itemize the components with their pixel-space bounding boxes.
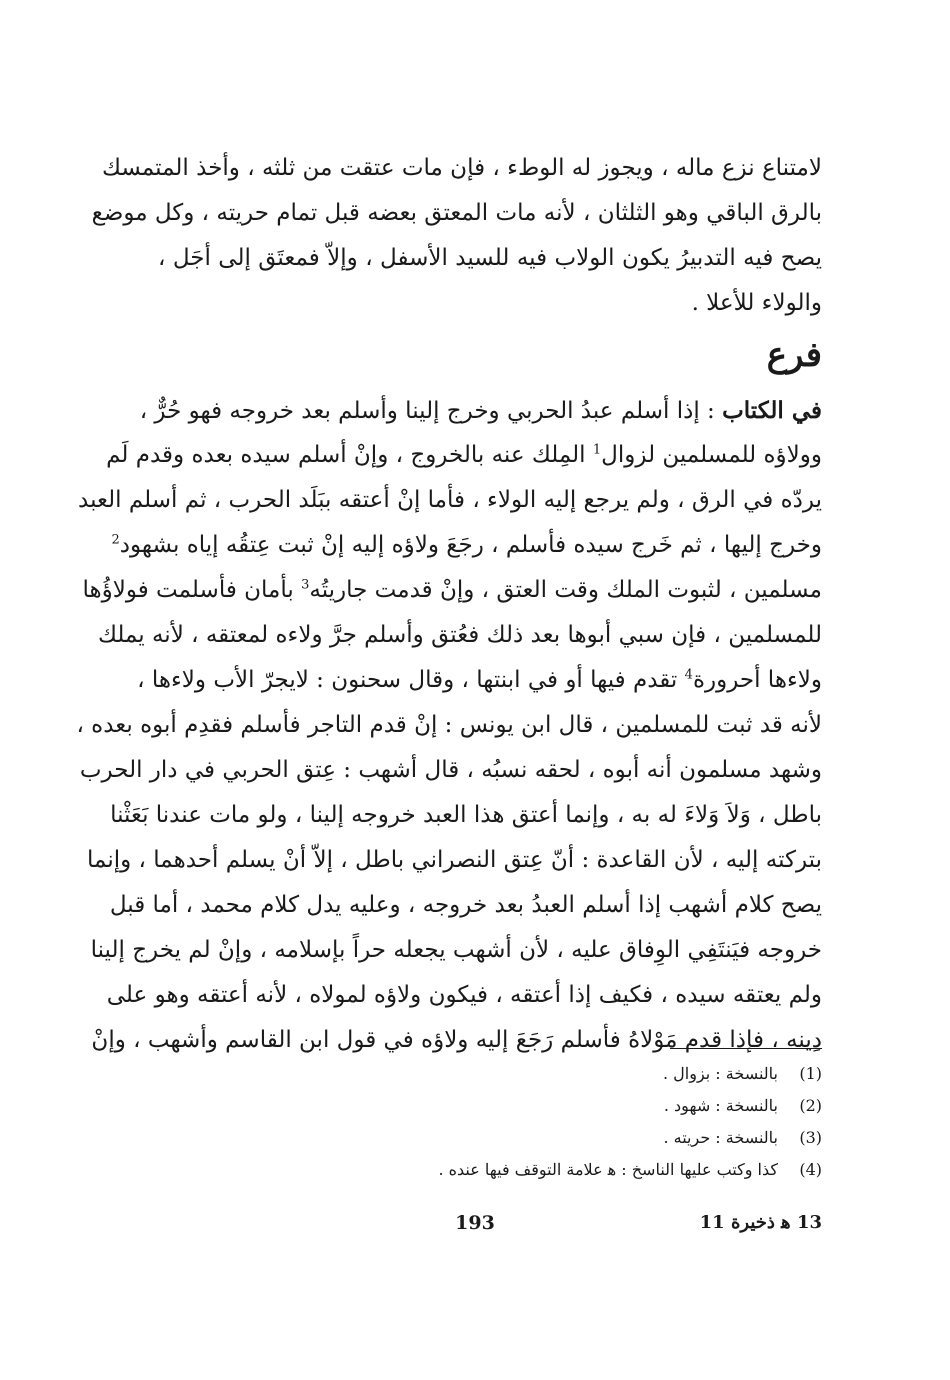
text-line: والولاء للأعلا . xyxy=(691,290,822,316)
text-run: وخرج إليها ، ثم خَرج سيده فأسلم ، رجَعَ ولاؤه إليه إنْ ثبت عِتقُه إياه بشهود xyxy=(119,532,822,558)
text-run: المِلك عنه بالخروج ، وإنْ أسلم سيده بعده وقدم لَم xyxy=(106,442,593,468)
text-run: ولاءها أحرورة xyxy=(692,667,822,693)
footnote-item xyxy=(158,1090,822,1122)
text-run: بأمان فأسلمت فولاؤُها xyxy=(82,577,302,603)
footnote-text: بالنسخة : بزوال . xyxy=(662,1064,778,1083)
text-run: تقدم فيها أو في ابنتها ، وقال سحنون : لايجرّ الأب ولاءها ، xyxy=(137,667,685,693)
footnote-ref-1[interactable]: 1 xyxy=(592,442,602,458)
text-line: يصح كلام أشهب إذا أسلم العبدُ بعد خروجه ، وعليه يدل كلام محمد ، أما قبل xyxy=(109,892,822,918)
section-heading: فرع xyxy=(766,335,822,375)
text-line: وشهد مسلمون أنه أبوه ، لحقه نسبُه ، قال أشهب : عِتق الحربي في دار الحرب xyxy=(79,757,822,783)
text-line: يصح فيه التدبيرُ يكون الولاب فيه للسيد الأسفل ، وإلاّ فمعتَق إلى أجَل ، xyxy=(158,245,822,271)
footnote-number: (4) xyxy=(799,1160,822,1179)
footnote-text: بالنسخة : شهود . xyxy=(663,1096,778,1115)
footnote-number: (1) xyxy=(799,1064,822,1083)
text-line xyxy=(111,523,822,568)
text-line: بتركته إليه ، لأن القاعدة : أنّ عِتق النصراني باطل ، إلاّ أنْ يسلم أحدهما ، وإنما xyxy=(87,847,822,873)
text-run: وولاؤه للمسلمين لزوال xyxy=(601,442,822,468)
text-line: بالرق الباقي وهو الثلثان ، لأنه مات المعتق بعضه قبل تمام حريته ، وكل موضع xyxy=(91,200,822,226)
footnote-text: كذا وكتب عليها الناسخ : ﻫ علامة التوقف فيها عنده . xyxy=(438,1160,778,1179)
text-line xyxy=(137,658,822,703)
text-line: دِينه ، فإذا قدم مَوْلاهُ فأسلم رَجَعَ إليه ولاؤه في قول ابن القاسم وأشهب ، وإنْ xyxy=(91,1027,822,1053)
page-number: 193 xyxy=(455,1212,495,1234)
signature-mark: 13 ﻫ ذخيرة 11 xyxy=(699,1212,822,1233)
text-run: مسلمين ، لثبوت الملك وقت العتق ، وإنْ قدمت جاريتُه xyxy=(309,577,822,603)
text-line: للمسلمين ، فإن سبي أبوها بعد ذلك فعُتق وأسلم جرَّ ولاءه لمعتقه ، لأنه يملك xyxy=(97,622,822,648)
footnote-number: (2) xyxy=(799,1096,822,1115)
footnote-ref-2[interactable]: 2 xyxy=(111,532,120,548)
footnote-divider xyxy=(670,1048,822,1049)
text-line: ولم يعتقه سيده ، فكيف إذا أعتقه ، فيكون ولاؤه لمولاه ، لأنه أعتقه وهو على xyxy=(106,982,822,1008)
text-line: خروجه فيَنتَفِي الوِفاق عليه ، لأن أشهب يجعله حراً بإسلامه ، وإنْ لم يخرج إلينا xyxy=(90,937,822,963)
text-line: باطل ، وَلاَ وَلاءَ له به ، وإنما أعتق هذا العبد خروجه إلينا ، ولو مات عندنا بَعَثْنا xyxy=(110,802,822,828)
paragraph-1 xyxy=(91,146,822,326)
text-run: : إذا أسلم عبدُ الحربي وخرج إلينا وأسلم بعد خروجه فهو حُرٌّ ، xyxy=(139,398,723,424)
footnote-item xyxy=(158,1122,822,1154)
lead-term: في الكتاب xyxy=(722,397,822,424)
footnote-item xyxy=(158,1154,822,1186)
footnote-item xyxy=(158,1058,822,1090)
text-line xyxy=(106,433,822,478)
footnote-ref-4[interactable]: 4 xyxy=(684,667,693,683)
paragraph-2 xyxy=(76,388,822,1063)
footnote-text: بالنسخة : حريته . xyxy=(663,1128,778,1147)
footnote-ref-3[interactable]: 3 xyxy=(301,577,310,593)
footnote-number: (3) xyxy=(799,1128,822,1147)
text-line xyxy=(139,388,822,433)
text-line: يردّه في الرق ، ولم يرجع إليه الولاء ، فأما إنْ أعتقه ببَلَد الحرب ، ثم أسلم العبد xyxy=(78,487,822,513)
footnotes xyxy=(158,1058,822,1186)
text-line xyxy=(82,568,822,613)
text-line: لامتناع نزع ماله ، ويجوز له الوطء ، فإن مات عتقت من ثلثه ، وأخذ المتمسك xyxy=(101,155,822,181)
text-line: لأنه قد ثبت للمسلمين ، قال ابن يونس : إنْ قدم التاجر فأسلم فقدِم أبوه بعده ، xyxy=(76,712,822,738)
